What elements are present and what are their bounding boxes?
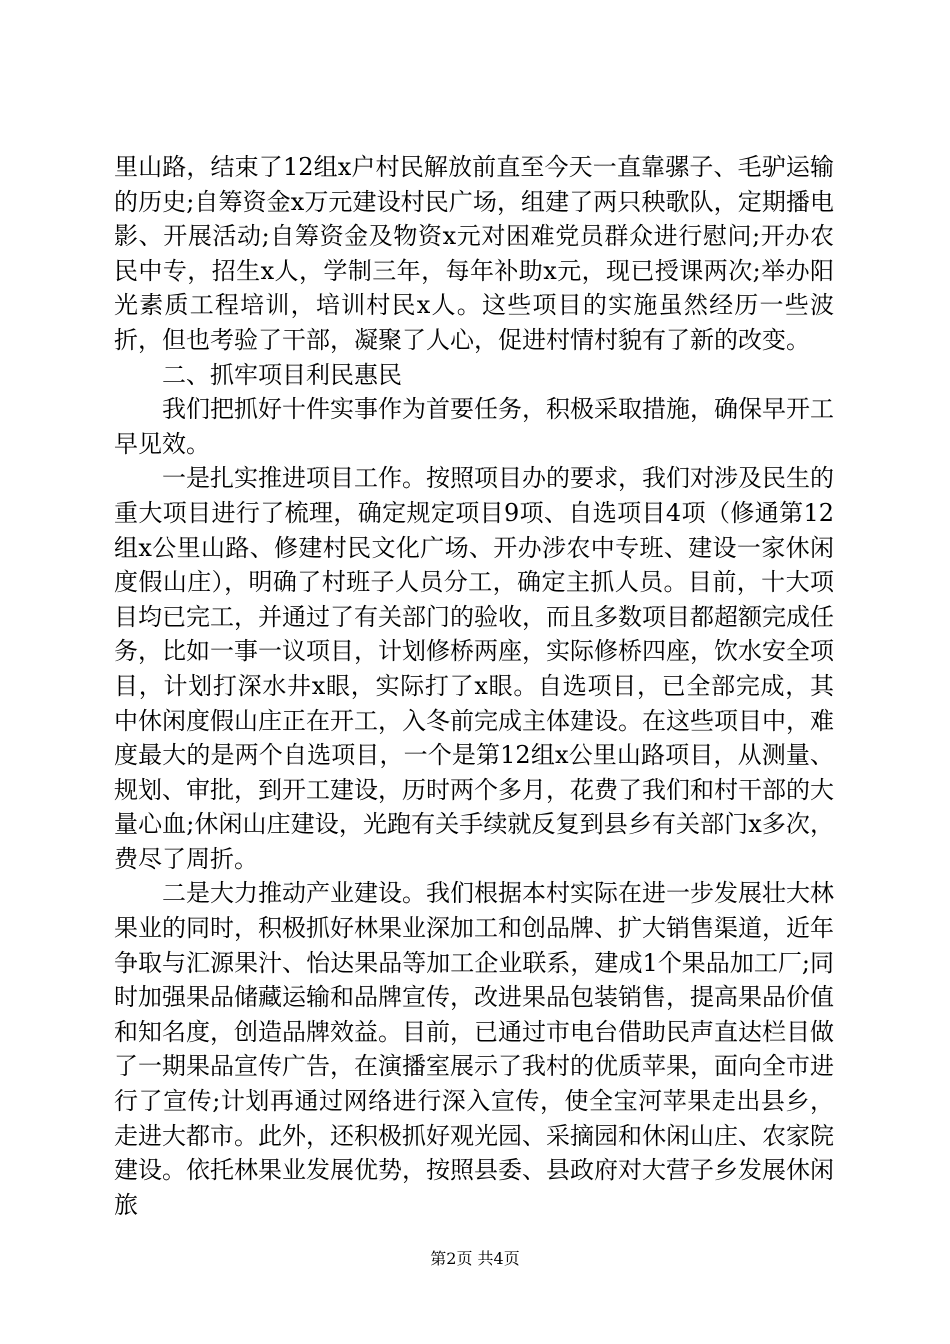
paragraph-industry: 二是大力推动产业建设。我们根据本村实际在进一步发展壮大林果业的同时，积极抓好林果业深加工和创品牌、扩大销售渠道，近年争取与汇源果汁、怡达果品等加工企业联系，建成1个果品加工厂;同时加强果品储藏运输和品牌宣传，改进果品包装销售，提高果品价值和知名度，创造品牌效益。目前，已通过市电台借助民声直达栏目做了一期果品宣传广告，在演播室展示了我村的优质苹果，面向全市进行了宣传;计划再通过网络进行深入宣传，使全宝河苹果走出县乡，走进大都市。此外，还积极抓好观光园、采摘园和休闲山庄、农家院建设。依托林果业发展优势，按照县委、县政府对大营子乡发展休闲旅 <box>114 879 834 1219</box>
paragraph-project-work: 一是扎实推进项目工作。按照项目办的要求，我们对涉及民生的重大项目进行了梳理，确定规定项目9项、自选项目4项（修通第12组x公里山路、修建村民文化广场、开办涉农中专班、建设一家休闲度假山庄），明确了村班子人员分工，确定主抓人员。目前，十大项目均已完工，并通过了有关部门的验收，而且多数项目都超额完成任务，比如一事一议项目，计划修桥两座，实际修桥四座，饮水安全项目，计划打深水井x眼，实际打了x眼。自选项目，已全部完成，其中休闲度假山庄正在开工，入冬前完成主体建设。在这些项目中，难度最大的是两个自选项目，一个是第12组x公里山路项目，从测量、规划、审批，到开工建设，历时两个多月，花费了我们和村干部的大量心血;休闲山庄建设，光跑有关手续就反复到县乡有关部门x多次，费尽了周折。 <box>114 464 834 873</box>
paragraph-1: 里山路，结束了12组x户村民解放前直至今天一直靠骡子、毛驴运输的历史;自筹资金x万元建设村民广场，组建了两只秧歌队，定期播电影、开展活动;自筹资金及物资x元对困难党员群众进行慰问;开办农民中专，招生x人，学制三年，每年补助x元，现已授课两次;举办阳光素质工程培训，培训村民x人。这些项目的实施虽然经历一些波折，但也考验了干部，凝聚了人心，促进村情村貌有了新的改变。 <box>114 153 834 354</box>
document-body <box>114 150 834 1222</box>
section-heading: 二、抓牢项目利民惠民 <box>162 360 402 389</box>
paragraph-intro: 我们把抓好十件实事作为首要任务，积极采取措施，确保早开工早见效。 <box>114 395 834 458</box>
page-number-footer: 第2页 共4页 <box>430 1249 520 1268</box>
